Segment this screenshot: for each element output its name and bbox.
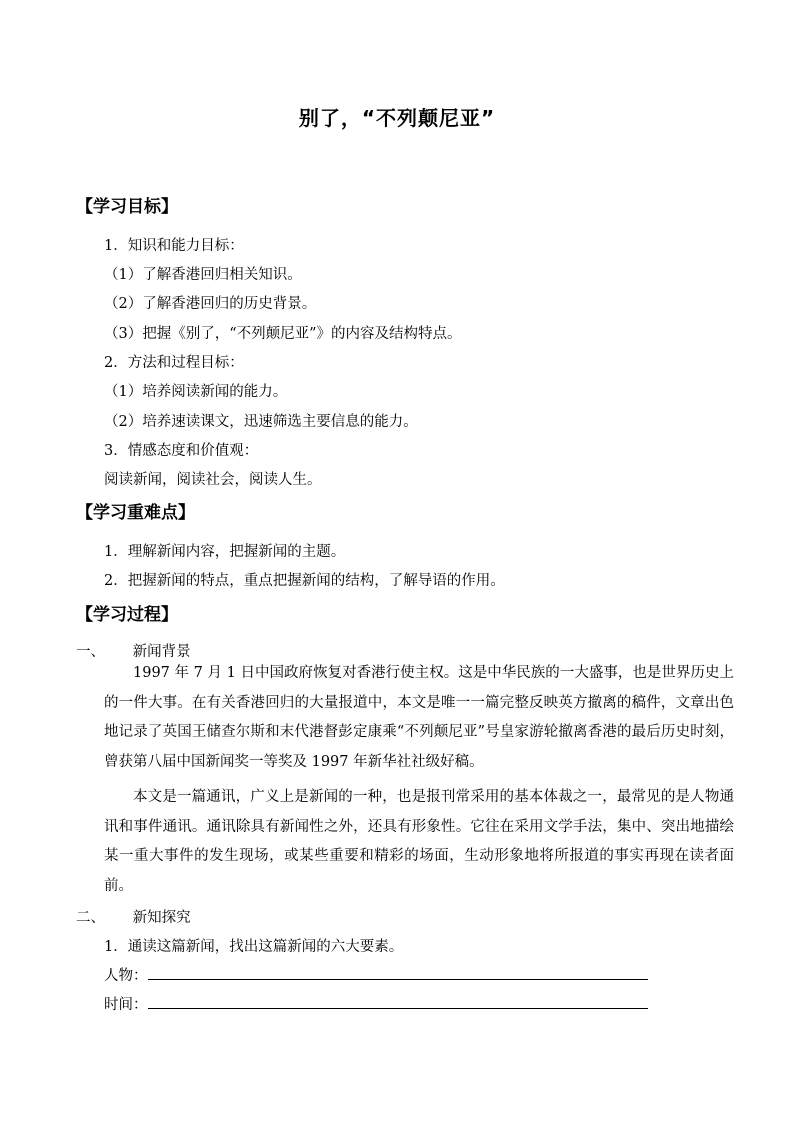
part1-title: 新闻背景 <box>132 644 191 660</box>
background-paragraph-2: 本文是一篇通讯，广义上是新闻的一种，也是报刊常采用的基本体裁之一，最常见的是人物通讯和事件通讯。通讯除具有新闻性之外，还具有形象性。它往在采用文学手法，集中、突出地描绘某一重大事件的发生现场，或某些重要和精彩的场面，生动形象地将所报道的事实再现在读者面前。 <box>104 789 734 894</box>
field-label-time: 时间： <box>104 997 148 1013</box>
objective-line-9: 阅读新闻，阅读社会，阅读人生。 <box>104 472 322 488</box>
background-paragraph-1: 1997 年 7 月 1 日中国政府恢复对香港行使主权。这是中华民族的一大盛事，也是世界历史上的一件大事。在有关香港回归的大量报道中，本文是唯一一篇完整反映英方撤离的稿件，文章出色地记录了英国王储查尔斯和末代港督彭定康乘“不列颠尼亚”号皇家游轮撤离香港的最后历史时刻，曾获第八届中国新闻奖一等奖及 1997 年新华社社级好稿。 <box>104 665 734 770</box>
objective-line-5: 2．方法和过程目标： <box>104 355 244 371</box>
objective-line-6: （1）培养阅读新闻的能力。 <box>104 384 288 400</box>
objective-line-4: （3）把握《别了，“不列颠尼亚”》的内容及结构特点。 <box>104 326 462 342</box>
objective-line-2: （1）了解香港回归相关知识。 <box>104 267 302 283</box>
key-point-line-1: 1．理解新闻内容，把握新闻的主题。 <box>104 544 346 560</box>
key-point-line-2: 2．把握新闻的特点，重点把握新闻的结构，了解导语的作用。 <box>104 573 505 589</box>
part1-header <box>76 640 191 661</box>
field-blank-person[interactable] <box>148 979 648 980</box>
field-blank-time[interactable] <box>148 1008 648 1009</box>
field-label-person: 人物： <box>104 968 148 984</box>
objective-line-7: （2）培养速读课文，迅速筛选主要信息的能力。 <box>104 414 418 430</box>
objective-line-8: 3．情感态度和价值观： <box>104 443 259 459</box>
part2-number: 二、 <box>76 910 105 926</box>
objective-line-1: 1．知识和能力目标： <box>104 238 244 254</box>
part2-title: 新知探究 <box>132 910 191 926</box>
page-title: 别了，“不列颠尼亚” <box>298 106 496 130</box>
process-heading: 【学习过程】 <box>76 605 178 625</box>
objective-line-3: （2）了解香港回归的历史背景。 <box>104 296 317 312</box>
objectives-heading: 【学习目标】 <box>76 197 178 217</box>
part2-header <box>76 906 191 927</box>
key-points-heading: 【学习重难点】 <box>76 503 195 523</box>
part1-number: 一、 <box>76 644 105 660</box>
part2-instruction: 1．通读这篇新闻，找出这篇新闻的六大要素。 <box>104 939 404 955</box>
